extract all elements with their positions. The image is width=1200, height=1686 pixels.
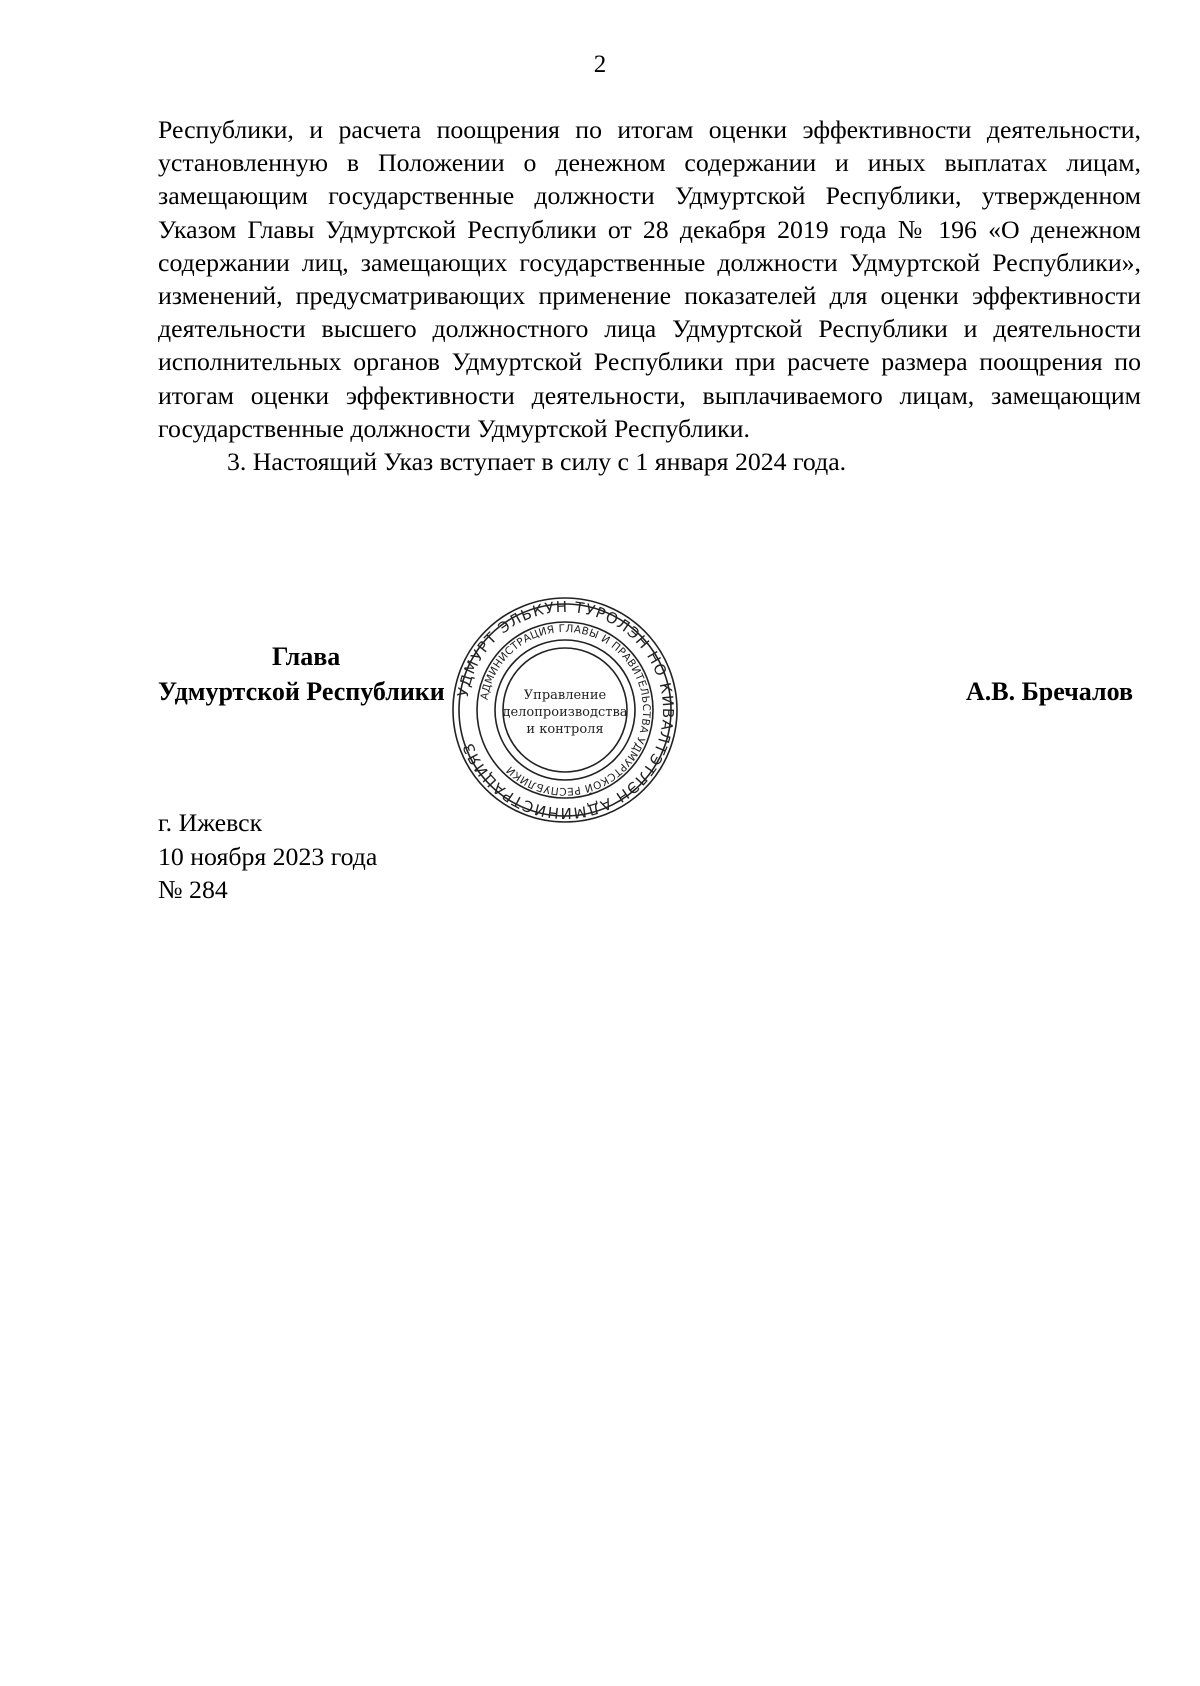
seal-outer-text-path: УДМУРТ ЭЛЬКУН ТУРОЛЭН НО КИВАЛТЭТЛЭН АДМИНИСТРАЦИЯЗ [453,597,678,823]
city-line: г. Ижевск [158,808,263,837]
signatory-name: А.В. Бречалов [965,677,1133,706]
signatory-title-line-1: Глава [272,642,341,671]
seal-inner-text-path: АДМИНИСТРАЦИЯ ГЛАВЫ И ПРАВИТЕЛЬСТВА УДМУРТСКОЙ РЕСПУБЛИКИ [478,622,653,798]
official-seal [450,595,680,825]
seal-center-line-1: Управление [523,688,607,703]
body-paragraph-2: 3. Настоящий Указ вступает в силу с 1 января 2024 года. [227,447,847,477]
seal-center-line-2: делопроизводства [502,705,628,720]
body-paragraph-1: Республики, и расчета поощрения по итогам оценки эффективности деятельности, установленную в Положении о денежном содержании и иных выплатах лицам, замещающим государственные должности Удмуртской Республики, утвержденном Указом Главы Удмуртской Республики от 28 декабря 2019 года № 196 «О денежном содержании лиц, замещающих государственные должности Удмуртской Республики», изменений, предусматривающих применение показателей для оценки эффективности деятельности высшего должностного лица Удмуртской Республики и деятельности исполнительных органов Удмуртской Республики при расчете размера поощрения по итогам оценки эффективности деятельности, выплачиваемого лицам, замещающим государственные должности Удмуртской Республики. [158,115,1141,443]
decree-number-line: № 284 [158,875,228,904]
document-body [158,113,1141,478]
seal-center-line-3: и контроля [526,722,604,737]
signatory-title-line-2: Удмуртской Республики [158,677,445,706]
date-line: 10 ноября 2023 года [158,841,378,871]
place-date-number-block [158,806,377,907]
page-number: 2 [593,51,607,78]
